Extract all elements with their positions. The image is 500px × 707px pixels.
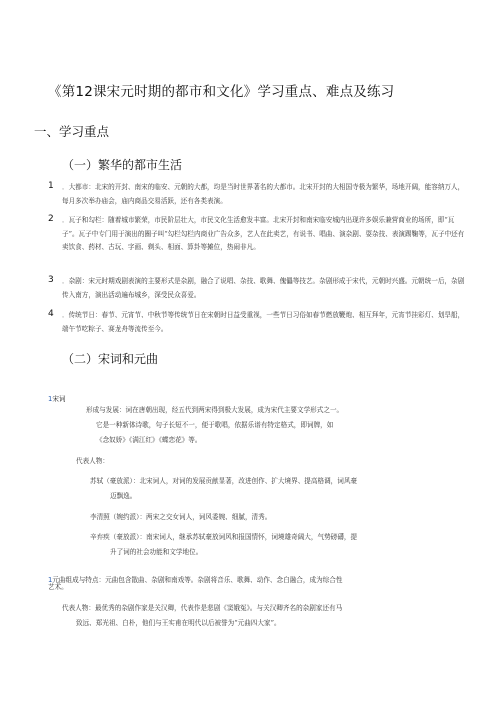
item-number: 4: [48, 309, 54, 319]
ci-heading: [48, 386, 66, 406]
ci-development-line-2: 它是一种新体诗歌，句子长短不一，便于歌唱，依据乐谱有特定格式，即词牌，如: [96, 421, 334, 429]
ci-heading-text: 宋词: [52, 395, 66, 403]
qu-line-2: 艺术。: [48, 583, 68, 591]
ci-rep-su-shi-line-1: 苏轼（豪放派）：北宋词人，对词的发展贡献显著，改进创作、扩大境界、提高格调，词风豪: [90, 477, 358, 485]
ci-rep-xin-qiji-line-1: 辛弃疾（豪放派）：南宋词人，继承苏轼豪放词风和报国情怀，词境雄奇阔大，气势磅礴，提: [90, 533, 358, 541]
item-number: 3: [48, 275, 54, 285]
qu-heading-number: 1: [48, 576, 53, 584]
ci-rep-su-shi-line-2: 迈飘逸。: [110, 492, 137, 500]
ci-rep-li-qingzhao: 李清照（婉约派）：两宋之交女词人，词风委婉、细腻，清秀。: [90, 513, 272, 521]
item-number: 1: [48, 181, 54, 191]
item-text: ．传统节日：春节、元宵节、中秋节等传统节日在宋朝时日益受重视，一些节日习俗如春节燃放鞭炮、相互拜年，元宵节挂彩灯、划旱船，端午节吃粽子、赛龙舟等流传至今。: [62, 311, 465, 333]
qu-line-1: [48, 567, 342, 587]
qu-line-1-text: 元曲组成与特点：元曲包含散曲、杂剧和南戏等。杂剧将音乐、歌舞、动作、念白融合，成为综合性: [52, 576, 343, 584]
section-heading-key-points: 一、学习重点: [34, 124, 110, 139]
ci-development-line-3: 《念奴娇》《满江红》《蝶恋花》等。: [96, 436, 202, 444]
document-title: 《第12课宋元时期的都市和文化》学习重点、难点及练习: [48, 84, 395, 100]
qu-representatives-line-2: 致远、郑光祖、白朴，他们与王实甫在明代以后被誉为“元曲四大家”。: [76, 619, 281, 627]
ci-rep-xin-qiji-line-2: 升了词的社会功能和文学地位。: [110, 548, 203, 556]
qu-representatives-line-1: 代表人物：最优秀的杂剧作家是关汉卿，代表作是悲剧《窦娥冤》。与关汉卿齐名的杂剧家还有马: [62, 604, 343, 612]
subsection-heading-ci-and-qu: （二）宋词和元曲: [62, 352, 159, 366]
item-text: ．杂剧：宋元时期戏剧表演的主要形式是杂剧，融合了说唱、杂技、歌舞、傀儡等技艺。杂剧形成于宋代，元朝时兴盛。元朝统一后，杂剧传入南方，演出活动遍布城乡，深受民众喜爱。: [62, 277, 465, 299]
subsection-heading-city-life: （一）繁华的都市生活: [62, 158, 183, 172]
ci-representatives-label: 代表人物：: [76, 457, 109, 465]
item-text: ．瓦子和勾栏：随着城市繁荣，市民阶层壮大，市民文化生活愈发丰富。北宋开封和南宋临安城内出现许多娱乐兼营商业的场所，即“瓦子”。瓦子中专门用于演出的圈子叫“勾栏勾栏内商业广告众多，艺人在此卖艺，有说书、唱曲、演杂剧、耍杂技、表演踢鞠等，瓦子中还有卖饮食、药材、古玩、字画、剃头、相面、算卦等摊位，热闹非凡。: [62, 216, 465, 252]
item-number: 2: [48, 214, 54, 224]
item-text: ．大都市：北宋的开封、南宋的临安、元朝的大都，均是当时世界著名的大都市。北宋开封的大相国寺极为繁华，场地开阔，能容纳万人，每月多次举办庙会，庙内商品交易活跃，还有各类表演。: [62, 183, 465, 205]
ci-heading-number: 1: [48, 395, 53, 403]
ci-development-line-1: 形成与发展：词在唐朝出现，经五代到两宋得到极大发展，成为宋代主要文学形式之一。: [86, 406, 344, 414]
